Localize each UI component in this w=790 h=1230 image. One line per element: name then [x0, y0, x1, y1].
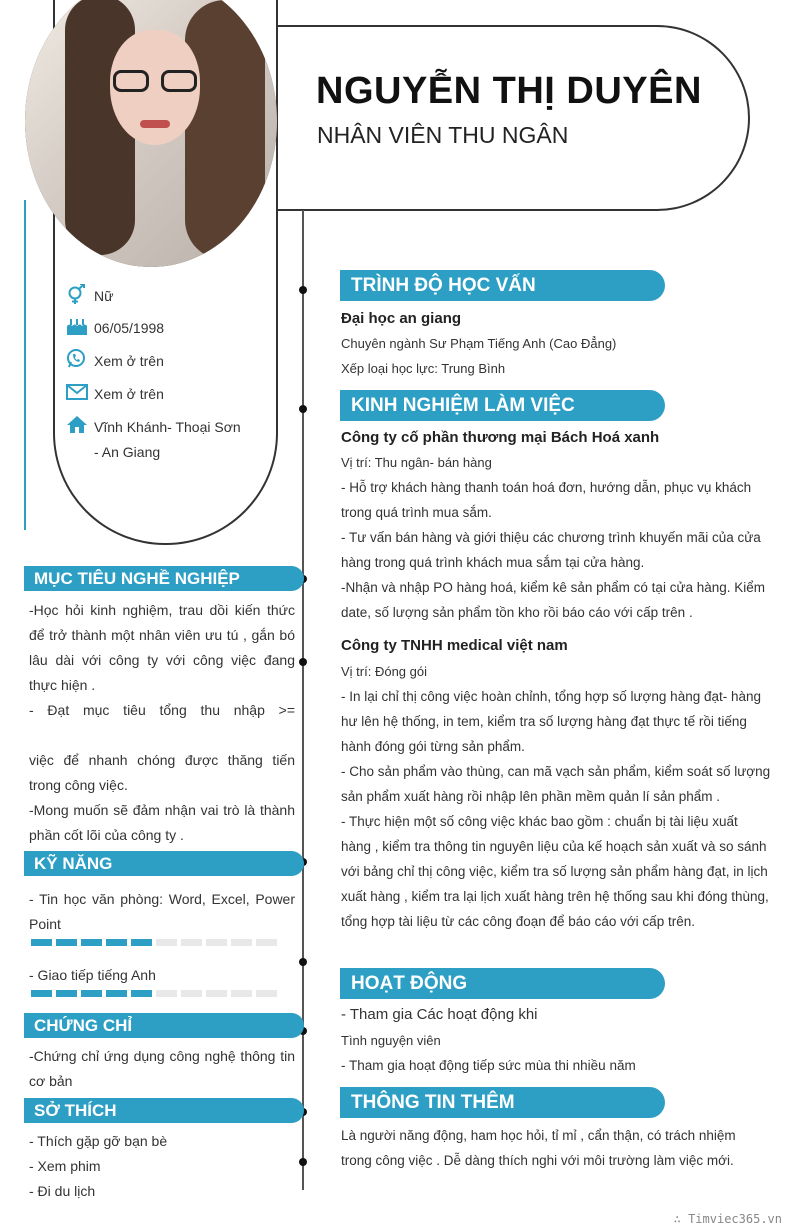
watermark: ∴ Timviec365.vn [673, 1212, 782, 1226]
activity-line: - Tham gia Các hoạt động khi [341, 1006, 538, 1023]
address-text: Vĩnh Khánh- Thoại Sơn - An Giang [94, 419, 241, 460]
section-skills-title: KỸ NĂNG [24, 851, 304, 876]
profile-photo [25, 0, 277, 267]
job-company: Công ty TNHH medical việt nam [341, 637, 568, 654]
activity-line: - Tham gia hoạt động tiếp sức mùa thi nhiều năm [341, 1058, 636, 1073]
objective-text-4: -Mong muốn sẽ đảm nhận vai trò là thành phần cốt lõi của công ty . [29, 802, 295, 843]
phone-text: Xem ở trên [94, 353, 164, 369]
more-info-text: Là người năng động, ham học hỏi, tỉ mỉ , cẩn thận, có trách nhiệm trong công việc . Dễ dàng thích nghi với môi trường làm việc mới. [341, 1128, 736, 1168]
skill-level-bar [31, 990, 277, 997]
gender-icon [66, 284, 88, 304]
job-duty: - In lại chỉ thị công việc hoàn chỉnh, tổng hợp số lượng hàng đạt- hàng hư lên hệ thống, in tem, kiểm tra số lượng hàng đạt thực tế rồi tiếng hành đóng gói từng sản phẩm. [341, 689, 762, 754]
timeline-dot [299, 405, 307, 413]
job-position: Vị trí: Đóng gói [341, 664, 427, 679]
education-major: Chuyên ngành Sư Phạm Tiếng Anh (Cao Đẳng) [341, 336, 617, 351]
email-icon [66, 382, 88, 402]
skill-label: - Tin học văn phòng: Word, Excel, Power Point [29, 891, 295, 932]
job-duty: - Tư vấn bán hàng và giới thiệu các chương trình khuyến mãi của cửa hàng trong quá trình khách mua sắm tại cửa hàng. [341, 530, 761, 570]
gender-text: Nữ [94, 288, 114, 304]
email-text: Xem ở trên [94, 386, 164, 402]
home-icon [66, 415, 88, 435]
objective-text-3: việc để nhanh chóng được thăng tiến trong công việc. [29, 752, 295, 793]
section-hobbies-title: SỞ THÍCH [24, 1098, 304, 1123]
skill-level-bar [31, 939, 277, 946]
birthday-text: 06/05/1998 [94, 320, 165, 336]
hobby-item: - Xem phim [29, 1158, 101, 1174]
section-certificates-title: CHỨNG CHỈ [24, 1013, 304, 1038]
job-company: Công ty cố phần thương mại Bách Hoá xanh [341, 429, 660, 446]
certificate-text: -Chứng chỉ ứng dụng công nghệ thông tin cơ bản [29, 1048, 295, 1089]
education-grade: Xếp loại học lực: Trung Bình [341, 361, 506, 376]
header-card [255, 25, 750, 211]
timeline-dot [299, 658, 307, 666]
job-duty: - Thực hiện một số công việc khác bao gồm : chuẩn bị tài liệu xuất hàng , kiểm tra thông tin nguyên liệu của kế hoạch sản xuất và so sánh với bảng chỉ thị công việc, kiểm tra số lượng sản phẩm hàng đạt, in lịch xuất hàng , kiểm tra lại lịch xuất hàng trên hệ thống sau khi đóng thùng, tổng hợp tài liệu từ các công đoạn để báo cáo với cấp trên. [341, 814, 769, 929]
phone-icon [66, 349, 88, 369]
job-duty: -Nhận và nhập PO hàng hoá, kiểm kê sản phẩm có tại cửa hàng. Kiểm date, số lượng sản phẩm tồn kho rồi báo cáo với cấp trên . [341, 580, 766, 620]
education-school: Đại học an giang [341, 310, 462, 327]
skill-label: - Giao tiếp tiếng Anh [29, 967, 156, 983]
hobby-item: - Đi du lịch [29, 1183, 96, 1199]
activity-line: Tình nguyện viên [341, 1033, 441, 1048]
timeline-dot [299, 1158, 307, 1166]
job-duty: - Cho sản phẩm vào thùng, can mã vạch sản phẩm, kiểm soát số lượng sản phẩm xuất hàng rồi nhập lên phần mềm quản lí sản phẩm . [341, 764, 771, 804]
section-activities-title: HOẠT ĐỘNG [340, 968, 665, 999]
job-title: NHÂN VIÊN THU NGÂN [317, 122, 569, 148]
candidate-name: NGUYỄN THỊ DUYÊN [316, 70, 702, 112]
job-position: Vị trí: Thu ngân- bán hàng [341, 455, 492, 470]
birthday-cake-icon [66, 316, 88, 336]
hobby-item: - Thích gặp gỡ bạn bè [29, 1133, 168, 1149]
objective-text-1: -Học hỏi kinh nghiệm, trau dồi kiến thức để trở thành một nhân viên ưu tú , gắn bó lâu dài với công ty với công việc đang thực hiện . [29, 602, 295, 693]
objective-text-2: - Đạt mục tiêu tổng thu nhập >= [29, 702, 295, 718]
section-experience-title: KINH NGHIỆM LÀM VIỆC [340, 390, 665, 421]
section-more-info-title: THÔNG TIN THÊM [340, 1087, 665, 1118]
job-duty: - Hỗ trợ khách hàng thanh toán hoá đơn, hướng dẫn, phục vụ khách trong quá trình mua sắm. [341, 480, 752, 520]
section-education-title: TRÌNH ĐỘ HỌC VẤN [340, 270, 665, 301]
section-objective-title: MỤC TIÊU NGHỀ NGHIỆP [24, 566, 304, 591]
timeline-line [302, 210, 304, 1190]
timeline-dot [299, 286, 307, 294]
timeline-dot [299, 958, 307, 966]
